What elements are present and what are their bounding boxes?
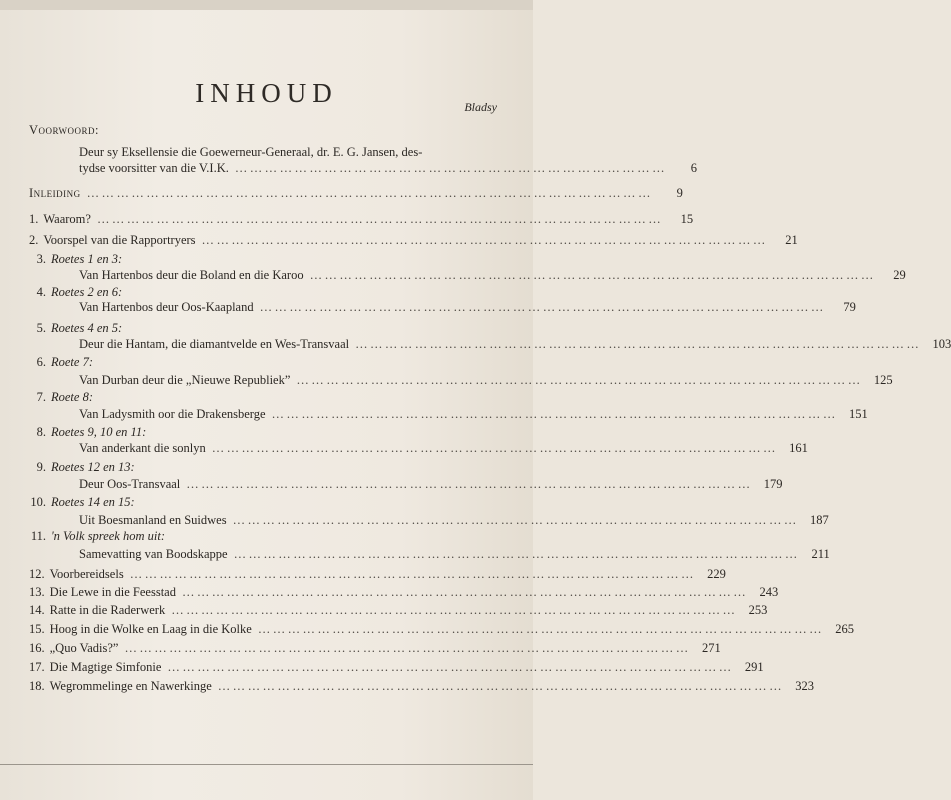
- entry-number: 16.: [29, 641, 45, 655]
- entry-number: 5.: [36, 321, 46, 335]
- page-number: 243: [759, 585, 779, 599]
- entry-number: 13.: [29, 585, 45, 599]
- voorwoord-line-2: tydse voorsitter van die V.I.K. …………………………………………………………………………… 6: [79, 161, 697, 175]
- page-number: 179: [763, 477, 783, 491]
- entry-number: 14.: [29, 603, 45, 617]
- toc-entry-row: [79, 441, 808, 456]
- entry-title: Voorbereidsels: [49, 567, 124, 581]
- leader-dots: ……………………………………………………………………………………………………: [309, 268, 876, 282]
- page-column-label: Bladsy: [464, 100, 497, 114]
- voorwoord-label: Voorwoord:: [29, 123, 100, 137]
- leader-dots: ……………………………………………………………………………………………………: [86, 186, 653, 200]
- leader-dots: ……………………………………………………………………………………………………: [257, 622, 825, 636]
- leader-dots: ……………………………………………………………………………………………………: [171, 603, 738, 617]
- entry-number: 3.: [36, 252, 46, 266]
- entry-title: Van Hartenbos deur die Boland en die Karoo: [79, 268, 304, 282]
- toc-entry-row: [79, 407, 868, 422]
- entry-title: Van anderkant die sonlyn: [79, 441, 206, 455]
- entry-number: 8.: [36, 425, 46, 439]
- inleiding-row: Inleiding …………………………………………………………………………………………………… 9: [29, 186, 683, 200]
- toc-entry-row: [79, 268, 906, 283]
- entry-number: 12.: [29, 567, 45, 581]
- toc-route-row: [29, 321, 562, 336]
- toc-route-row: [29, 495, 562, 510]
- toc-entry-row: [29, 233, 798, 248]
- toc-entry-row: [29, 567, 726, 582]
- toc-entry-row: [79, 337, 951, 352]
- toc-entry-row: [29, 622, 855, 637]
- page-number: 265: [835, 622, 855, 636]
- toc-route-row: [29, 285, 562, 300]
- page-top-edge: [0, 0, 533, 10]
- page-bottom-rule: [0, 764, 533, 765]
- entry-number: 10.: [30, 495, 46, 509]
- entry-number: 6.: [36, 355, 46, 369]
- page-number: 187: [810, 513, 829, 527]
- entry-title: Van Hartenbos deur Oos-Kaapland: [79, 300, 254, 314]
- leader-dots: ……………………………………………………………………………………………………: [233, 547, 800, 561]
- page-title: INHOUD: [195, 78, 338, 109]
- leader-dots: ……………………………………………………………………………………………………: [181, 585, 749, 599]
- page-number: 9: [676, 186, 683, 200]
- leader-dots: ……………………………………………………………………………: [234, 161, 667, 175]
- page-number: 151: [848, 407, 868, 421]
- route-label: Roetes 12 en 13:: [51, 460, 135, 474]
- entry-title: Die Lewe in die Feesstad: [49, 585, 176, 599]
- toc-entry-row: [29, 660, 764, 675]
- page-number: 271: [701, 641, 721, 655]
- toc-route-row: [29, 252, 562, 267]
- page-number: 211: [811, 547, 830, 561]
- toc-route-row: [29, 390, 562, 405]
- page-number: 229: [707, 567, 726, 581]
- leader-dots: ……………………………………………………………………………………………………: [124, 641, 691, 655]
- toc-entry-row: [29, 679, 814, 694]
- leader-dots: ……………………………………………………………………………………………………: [96, 212, 664, 226]
- leader-dots: ……………………………………………………………………………………………………: [355, 337, 922, 351]
- entry-title: Hoog in die Wolke en Laag in die Kolke: [49, 622, 252, 636]
- entry-number: 2.: [29, 233, 39, 247]
- page-number: 29: [893, 268, 906, 282]
- toc-entry-row: [79, 373, 893, 388]
- leader-dots: ……………………………………………………………………………………………………: [296, 373, 863, 387]
- entry-number: 11.: [30, 529, 46, 543]
- route-label: Roetes 4 en 5:: [51, 321, 123, 335]
- page-number: 79: [843, 300, 856, 314]
- leader-dots: ……………………………………………………………………………………………………: [271, 407, 838, 421]
- page-number: 253: [748, 603, 768, 617]
- page-number: 6: [690, 161, 697, 175]
- entry-title: Ratte in die Raderwerk: [49, 603, 166, 617]
- leader-dots: ……………………………………………………………………………………………………: [167, 660, 734, 674]
- entry-title: Uit Boesmanland en Suidwes: [79, 513, 227, 527]
- toc-entry-row: [79, 547, 830, 562]
- toc-entry-row: [29, 603, 768, 618]
- toc-entry-row: [79, 300, 856, 315]
- entry-number: 18.: [29, 679, 45, 693]
- route-label: Roetes 9, 10 en 11:: [51, 425, 147, 439]
- page-number: 15: [680, 212, 694, 226]
- leader-dots: ……………………………………………………………………………………………………: [217, 679, 784, 693]
- leader-dots: ……………………………………………………………………………………………………: [129, 567, 696, 581]
- page-number: 291: [744, 660, 764, 674]
- toc-route-row: [29, 460, 562, 475]
- entry-number: 17.: [29, 660, 45, 674]
- leader-dots: ……………………………………………………………………………………………………: [186, 477, 753, 491]
- route-label: Roete 8:: [51, 390, 93, 404]
- route-label: Roetes 14 en 15:: [51, 495, 135, 509]
- toc-entry-row: [29, 585, 779, 600]
- route-label: 'n Volk spreek hom uit:: [51, 529, 165, 543]
- toc-entry-row: [79, 477, 783, 492]
- page-number: 21: [785, 233, 798, 247]
- route-label: Roetes 2 en 6:: [51, 285, 123, 299]
- entry-title: Waarom?: [43, 212, 91, 226]
- leader-dots: ……………………………………………………………………………………………………: [259, 300, 826, 314]
- page-number: 323: [795, 679, 814, 693]
- page-number: 103: [932, 337, 951, 351]
- entry-title: Die Magtige Simfonie: [49, 660, 162, 674]
- entry-title: Wegrommelinge en Nawerkinge: [49, 679, 212, 693]
- page-number: 161: [789, 441, 808, 455]
- entry-number: 4.: [36, 285, 46, 299]
- entry-title: Van Ladysmith oor die Drakensberge: [79, 407, 266, 421]
- entry-title: „Quo Vadis?”: [49, 641, 119, 655]
- leader-dots: ……………………………………………………………………………………………………: [201, 233, 768, 247]
- toc-entry-row: [29, 212, 694, 227]
- page-number: 125: [873, 373, 893, 387]
- toc-route-row: [29, 355, 562, 370]
- leader-dots: ……………………………………………………………………………………………………: [211, 441, 778, 455]
- route-label: Roetes 1 en 3:: [51, 252, 123, 266]
- entry-title: Deur Oos-Transvaal: [79, 477, 181, 491]
- entry-title: Deur die Hantam, die diamantvelde en Wes-Transvaal: [79, 337, 350, 351]
- entry-number: 1.: [29, 212, 39, 226]
- toc-route-row: [29, 529, 562, 544]
- toc-entry-row: [79, 513, 829, 528]
- entry-title: Voorspel van die Rapportryers: [43, 233, 196, 247]
- toc-entry-row: [29, 641, 721, 656]
- entry-number: 7.: [36, 390, 46, 404]
- entry-number: 15.: [29, 622, 45, 636]
- entry-title: Samevatting van Boodskappe: [79, 547, 228, 561]
- leader-dots: ……………………………………………………………………………………………………: [232, 513, 799, 527]
- route-label: Roete 7:: [51, 355, 93, 369]
- entry-number: 9.: [36, 460, 46, 474]
- toc-route-row: [29, 425, 562, 440]
- entry-title: Van Durban deur die „Nieuwe Republiek”: [79, 373, 291, 387]
- voorwoord-line-1: Deur sy Eksellensie die Goewerneur-Generaal, dr. E. G. Jansen, des-: [79, 145, 423, 159]
